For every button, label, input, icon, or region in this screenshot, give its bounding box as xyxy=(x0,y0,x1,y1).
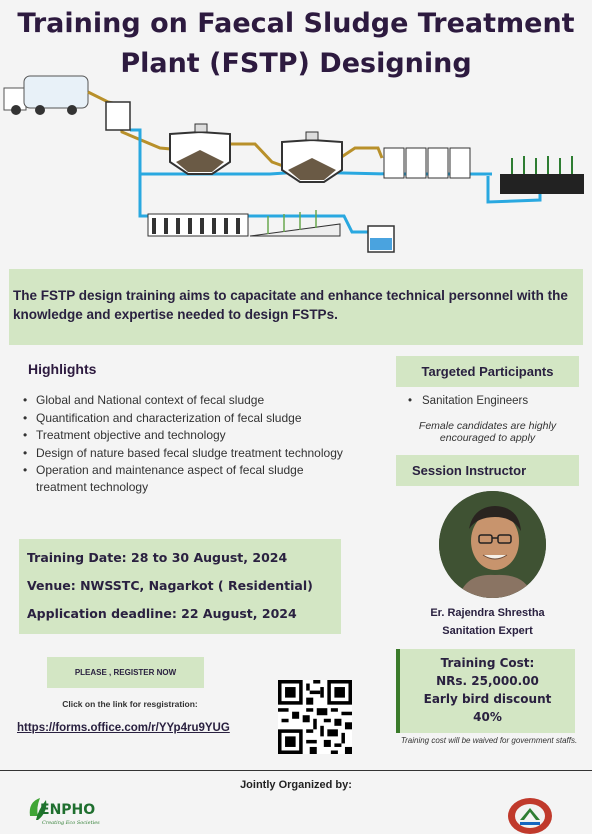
instructor-heading: Session Instructor xyxy=(396,455,579,486)
cost-panel xyxy=(396,649,575,733)
enpho-tagline: Creating Eco Societies xyxy=(42,820,100,826)
list-item: • Quantification and characterization of fecal sludge xyxy=(20,410,350,427)
drying-beds-icon xyxy=(148,210,340,236)
cost-label: Training Cost: xyxy=(440,656,535,670)
highlights-list xyxy=(20,392,350,496)
registration-link[interactable]: https://forms.office.com/r/YYp4ru9YUG xyxy=(17,722,230,734)
list-item: • Design of nature based fecal sludge treatment technology xyxy=(20,445,350,462)
list-item: • Global and National context of fecal sludge xyxy=(20,392,350,409)
discount-label: Early bird discount xyxy=(423,692,552,706)
venue: Venue: NWSSTC, Nagarkot ( Residential) xyxy=(27,578,313,593)
register-button[interactable]: PLEASE , REGISTER NOW xyxy=(47,657,204,688)
footer-divider xyxy=(0,770,592,771)
outlet-tank-icon xyxy=(368,226,394,252)
qr-code-icon[interactable] xyxy=(278,680,352,754)
title-line-2: Plant (FSTP) Designing xyxy=(120,48,472,79)
intro-panel: The FSTP design training aims to capacitate and enhance technical personnel with the knowledge and expertise needed to design FSTPs. xyxy=(9,269,583,345)
participants-list: • Sanitation Engineers xyxy=(407,395,529,407)
details-panel xyxy=(19,539,341,634)
list-item: • Operation and maintenance aspect of fecal sludge treatment technology xyxy=(20,462,350,495)
discount-value: 40% xyxy=(473,710,502,724)
list-item: • Treatment objective and technology xyxy=(20,427,350,444)
registration-instruction: Click on the link for resgistration: xyxy=(62,699,198,709)
jointly-organized: Jointly Organized by: xyxy=(240,779,352,791)
fstp-process-diagram xyxy=(0,66,592,266)
application-deadline: Application deadline: 22 August, 2024 xyxy=(27,606,297,621)
digester-icon xyxy=(282,132,342,182)
instructor-photo xyxy=(439,491,546,598)
title-line-1: Training on Faecal Sludge Treatment xyxy=(17,8,575,39)
truck-icon xyxy=(4,76,88,115)
instructor-name: Er. Rajendra Shrestha xyxy=(430,607,545,619)
female-note: Female candidates are highly encouraged to apply xyxy=(418,420,557,444)
nepal-government-emblem xyxy=(506,794,554,834)
highlights-heading: Highlights xyxy=(28,361,97,377)
enpho-name: ENPHO xyxy=(40,802,96,818)
digester-icon xyxy=(170,124,230,174)
list-item: Sanitation Engineers xyxy=(422,395,529,407)
enpho-logo xyxy=(24,792,134,830)
cost-note: Training cost will be waived for government staffs. xyxy=(400,736,578,745)
cost-amount: NRs. 25,000.00 xyxy=(436,674,539,688)
instructor-role: Sanitation Expert xyxy=(442,625,533,637)
training-date: Training Date: 28 to 30 August, 2024 xyxy=(27,550,288,565)
participants-heading: Targeted Participants xyxy=(396,356,579,387)
planted-bed-icon xyxy=(500,156,584,194)
